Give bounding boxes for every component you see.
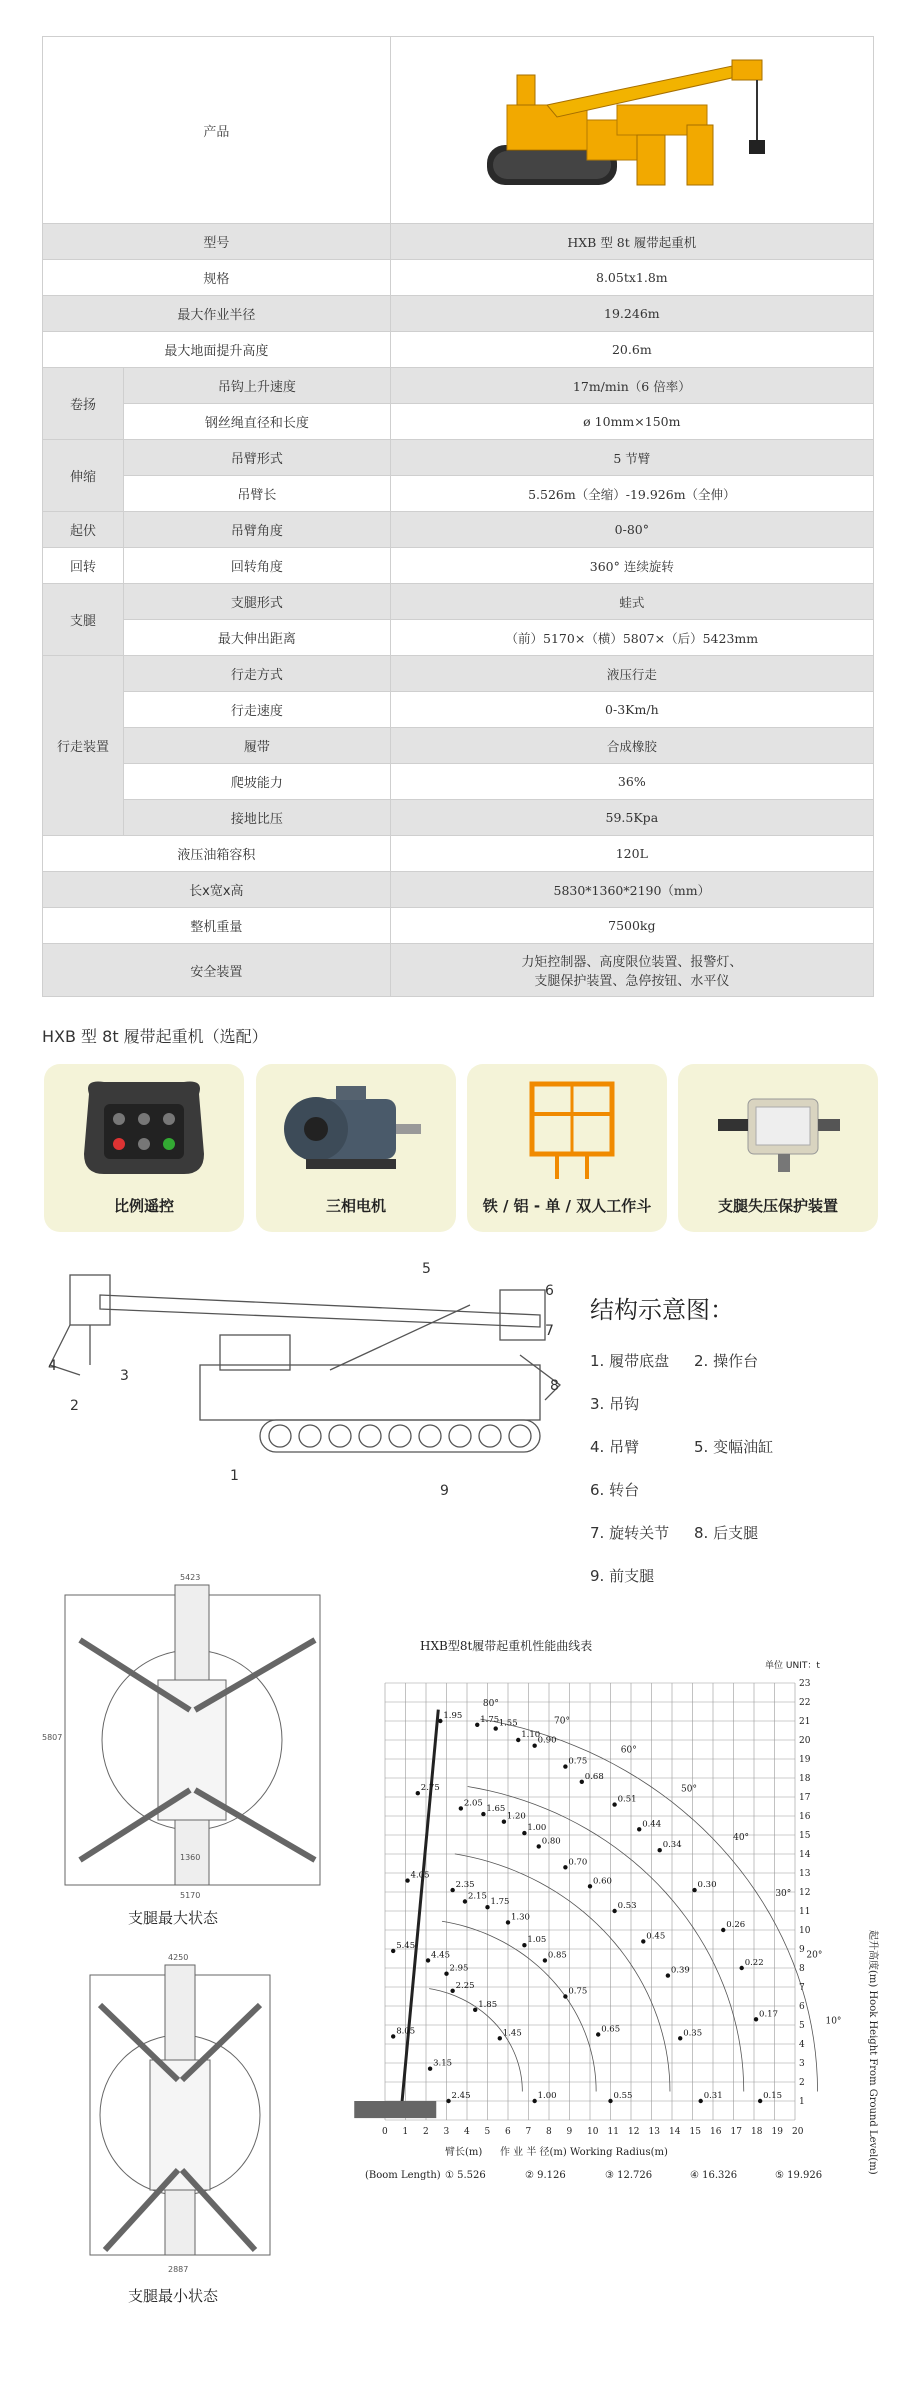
legend-item: 2. 操作台 [694,1352,759,1370]
x-tick-label: 4 [464,2127,470,2137]
x-tick-label: 17 [730,2127,742,2137]
chart-xlabel: 作 业 半 径(m) Working Radius(m) [500,2147,668,2158]
y-tick-label: 10 [799,1926,811,1936]
load-point-label: 1.75 [480,1714,500,1725]
row-value: 7500kg [390,908,873,944]
load-point-label: 2.25 [455,1980,475,1991]
dim-label: 1360 [180,1853,201,1862]
load-point-label: 0.68 [584,1771,604,1782]
option-label: 铁 / 铝 - 单 / 双人工作斗 [482,1197,652,1215]
row-value: 5 节臂 [390,440,873,476]
legend-item: 5. 变幅油缸 [694,1438,774,1456]
row-label: 规格 [43,260,391,296]
row-value: 5830*1360*2190（mm） [390,872,873,908]
load-point [563,1764,567,1768]
pressure-valve-icon [698,1074,858,1184]
chart-boom [354,1710,438,2119]
load-point-label: 0.85 [547,1950,567,1961]
y-tick-label: 11 [799,1907,811,1917]
y-tick-label: 19 [799,1755,811,1765]
load-point [485,1905,489,1909]
load-point-label: 0.26 [726,1920,746,1930]
chart-points [391,1711,782,2103]
row-value: 蛙式 [390,584,873,620]
x-tick-label: 9 [566,2127,573,2137]
x-tick-label: 2 [423,2127,429,2137]
load-point [563,1994,567,1998]
radius-arc [480,1716,817,2091]
row-value: 5.526m（全缩）-19.926m（全伸） [390,476,873,512]
load-point-label: 1.30 [511,1912,530,1923]
row-value: 17m/min（6 倍率） [390,368,873,404]
row-value: HXB 型 8t 履带起重机 [390,224,873,260]
load-point-label: 2.75 [420,1783,440,1794]
load-point [666,1973,670,1977]
chart-grid [385,1683,795,2120]
angle-label: 70° [554,1716,570,1727]
row-value [390,944,873,997]
row-label: 整机重量 [43,908,391,944]
row-value: 合成橡胶 [390,728,873,764]
row-label: 最大地面提升高度 [43,332,391,368]
load-point [596,2032,600,2036]
radius-arc [455,1854,670,2092]
callout-6: 6 [545,1283,554,1299]
load-point [444,1972,448,1976]
row-label: 最大伸出距离 [124,620,391,656]
load-point [481,1812,485,1816]
row-value: 20.6m [390,332,873,368]
load-point [740,1966,744,1970]
y-tick-label: 12 [799,1888,811,1898]
x-tick-label: 10 [587,2127,599,2137]
load-point [532,1744,536,1748]
y-tick-label: 2 [799,2078,805,2088]
y-tick-label: 13 [799,1869,811,1879]
load-point-label: 0.80 [541,1836,561,1847]
load-point [637,1827,641,1831]
load-point-label: 3.15 [433,2058,453,2069]
y-tick-label: 8 [799,1964,805,1974]
load-point-label: 1.20 [506,1811,526,1822]
load-point [494,1726,498,1730]
group-label: 支腿 [43,584,124,656]
group-label: 起伏 [43,512,124,548]
load-point-label: 1.00 [537,2091,557,2101]
remote-control-icon [64,1074,224,1184]
boom-length-label: (Boom Length) [365,2170,441,2181]
load-point-label: 0.65 [601,2024,621,2035]
load-point [678,2036,682,2040]
load-point [543,1958,547,1962]
load-point-label: 0.34 [662,1840,682,1851]
outrigger-max-diagram [40,1560,340,1900]
safety-line-1: 力矩控制器、高度限位装置、报警灯、 [521,955,743,970]
row-label: 吊钩上升速度 [124,368,391,404]
load-point [580,1780,584,1784]
load-point-label: 1.10 [521,1730,541,1740]
load-point [459,1806,463,1810]
load-point [608,2099,612,2103]
load-point-label: 0.44 [642,1819,662,1830]
load-point-label: 2.05 [463,1798,483,1809]
row-value: ø 10mm×150m [390,404,873,440]
chart-xlabel-cn: 臂长(m) [445,2147,483,2158]
motor-icon [276,1074,436,1184]
load-point [391,1949,395,1953]
row-value: 液压行走 [390,656,873,692]
load-point-label: 1.95 [443,1711,463,1721]
load-point-label: 0.15 [763,2091,783,2101]
y-tick-label: 16 [799,1812,811,1822]
spec-table [42,36,874,997]
row-label: 吊臂角度 [124,512,391,548]
x-tick-label: 3 [443,2127,450,2137]
row-value: （前）5170×（横）5807×（后）5423mm [390,620,873,656]
y-tick-label: 4 [799,2040,805,2050]
x-tick-label: 8 [546,2127,552,2137]
outrigger-max-caption: 支腿最大状态 [128,1909,219,1927]
y-tick-label: 6 [799,2002,805,2012]
work-basket-icon [487,1074,647,1184]
y-tick-label: 5 [799,2021,805,2031]
crane-base [354,2101,436,2118]
y-tick-label: 20 [799,1736,811,1746]
callout-2: 2 [70,1398,79,1414]
load-point [612,1909,616,1913]
x-tick-label: 0 [382,2127,388,2137]
legend-item: 4. 吊臂 [590,1438,640,1456]
y-tick-label: 3 [799,2059,805,2069]
load-point [428,2067,432,2071]
load-point-label: 1.55 [498,1718,518,1729]
option-label: 三相电机 [325,1197,386,1215]
y-tick-label: 14 [799,1850,811,1860]
load-point-label: 2.45 [451,2091,471,2101]
dim-label: 2887 [168,2265,189,2274]
load-point-label: 5.45 [396,1940,416,1951]
y-tick-label: 21 [799,1717,811,1727]
y-tick-label: 22 [799,1698,811,1708]
chart-ylabel: 起升高度(m) Hook Height From Ground Level(m) [867,1930,878,2175]
row-label: 支腿形式 [124,584,391,620]
x-tick-label: 5 [484,2127,491,2137]
y-tick-label: 18 [799,1774,811,1784]
load-point [463,1899,467,1903]
row-value: 36% [390,764,873,800]
x-tick-label: 7 [525,2127,532,2137]
callout-9: 9 [440,1483,449,1499]
load-point-label: 1.45 [502,2028,522,2039]
option-card-motor [256,1064,456,1232]
outrigger-min-diagram [60,1950,300,2280]
structure-legend [590,1350,900,1608]
legend-item: 3. 吊钩 [590,1395,640,1413]
load-point [641,1939,645,1943]
angle-label: 50° [681,1784,698,1795]
row-label: 钢丝绳直径和长度 [124,404,391,440]
row-label: 回转角度 [124,548,391,584]
option-card-basket [467,1064,667,1232]
row-value: 0-80° [390,512,873,548]
callout-4: 4 [48,1358,57,1374]
x-tick-label: 15 [689,2127,701,2137]
load-point-label: 0.31 [703,2091,723,2101]
crawler-crane-image [477,45,787,215]
product-row [43,37,874,224]
radius-arc [468,1784,744,2092]
load-point [391,2034,395,2038]
load-point-label: 0.35 [683,2028,703,2039]
load-point-label: 0.70 [568,1857,588,1868]
product-image-cell [390,37,873,224]
boom-line [401,1710,438,2109]
chart-arcs [429,1699,841,2091]
load-point [699,2099,703,2103]
row-label: 爬坡能力 [124,764,391,800]
y-tick-label: 7 [799,1983,805,1993]
load-point [692,1888,696,1892]
row-label: 行走速度 [124,692,391,728]
load-point [537,1844,541,1848]
load-point-label: 1.85 [478,1999,498,2010]
load-point [563,1865,567,1869]
row-label: 吊臂形式 [124,440,391,476]
load-point-label: 0.90 [537,1735,557,1746]
angle-label: 30° [775,1888,792,1899]
load-point-label: 0.75 [568,1986,588,1997]
y-tick-label: 15 [799,1831,811,1841]
y-tick-label: 23 [799,1679,811,1689]
load-point [498,2036,502,2040]
boom-length: ② 9.126 [525,2170,566,2181]
row-value: 0-3Km/h [390,692,873,728]
row-value: 19.246m [390,296,873,332]
load-point-label: 0.17 [759,2009,778,2020]
load-point-label: 0.75 [568,1756,588,1767]
load-point-label: 1.75 [490,1897,510,1908]
row-value: 360° 连续旋转 [390,548,873,584]
y-tick-label: 9 [799,1945,805,1955]
y-tick-label: 17 [799,1793,811,1803]
dim-label: 5423 [180,1573,201,1582]
y-tick-label: 1 [799,2097,805,2107]
load-point-label: 2.35 [455,1880,475,1891]
load-point [522,1943,526,1947]
load-point [475,1723,479,1727]
angle-label: 60° [620,1745,637,1756]
load-chart [345,1630,890,2200]
legend-item: 7. 旋转关节 [590,1524,670,1542]
load-point [758,2099,762,2103]
angle-label: 20° [806,1950,823,1961]
group-label: 卷扬 [43,368,124,440]
row-label: 液压油箱容积 [43,836,391,872]
x-tick-label: 6 [505,2127,511,2137]
load-point [438,1719,442,1723]
load-point [446,2099,450,2103]
load-point [588,1884,592,1888]
row-label: 行走方式 [124,656,391,692]
boom-length: ⑤ 19.926 [775,2170,823,2181]
group-label: 行走装置 [43,656,124,836]
legend-item: 6. 转台 [590,1481,640,1499]
row-value: 8.05tx1.8m [390,260,873,296]
x-tick-label: 14 [669,2127,681,2137]
x-tick-label: 11 [607,2127,619,2137]
row-label: 吊臂长 [124,476,391,512]
callout-7: 7 [545,1323,554,1339]
option-card-remote [44,1064,244,1232]
load-point-label: 2.15 [467,1891,487,1902]
callout-3: 3 [120,1368,129,1384]
load-point [450,1888,454,1892]
x-tick-label: 16 [710,2127,722,2137]
option-label: 支腿失压保护装置 [717,1197,838,1215]
row-label: 型号 [43,224,391,260]
load-point-label: 1.00 [527,1823,547,1834]
legend-item: 8. 后支腿 [694,1524,759,1542]
row-value: 120L [390,836,873,872]
load-point [405,1878,409,1882]
load-point-label: 0.51 [617,1794,637,1805]
load-point [426,1958,430,1962]
callout-5: 5 [422,1261,431,1277]
chart-unit: 单位 UNIT：t [765,1661,820,1671]
load-point-label: 0.30 [697,1880,717,1891]
boom-length: ④ 16.326 [690,2170,738,2181]
legend-item: 9. 前支腿 [590,1567,655,1585]
structure-title: 结构示意图： [590,1296,734,1324]
x-tick-label: 13 [648,2127,660,2137]
load-point [532,2099,536,2103]
load-point [721,1928,725,1932]
outrigger-min-caption: 支腿最小状态 [128,2287,219,2305]
load-point-label: 4.45 [431,1950,450,1961]
load-point-label: 8.05 [396,2026,416,2037]
dim-label: 5807 [42,1733,63,1742]
x-tick-label: 19 [771,2127,783,2137]
chart-title: HXB型8t履带起重机性能曲线表 [420,1639,593,1653]
dim-label: 4250 [168,1953,189,1962]
x-tick-label: 1 [402,2127,409,2137]
callout-1: 1 [230,1468,239,1484]
group-label: 回转 [43,548,124,584]
load-point-label: 0.53 [617,1901,637,1911]
radius-arc [429,1989,522,2092]
safety-line-2: 支腿保护装置、急停按钮、水平仪 [534,974,730,989]
load-point-label: 4.05 [410,1870,430,1881]
row-label: 安全装置 [43,944,391,997]
row-label: 最大作业半径 [43,296,391,332]
angle-label: 80° [482,1699,499,1710]
load-point [612,1802,616,1806]
boom-length: ① 5.526 [445,2170,486,2181]
group-label: 伸缩 [43,440,124,512]
load-point [473,2008,477,2012]
row-label: 接地比压 [124,800,391,836]
load-point-label: 0.60 [593,1876,612,1887]
load-point-label: 0.55 [613,2091,633,2101]
x-tick-label: 18 [751,2127,763,2137]
load-point [658,1848,662,1852]
row-label: 长x宽x高 [43,872,391,908]
angle-label: 40° [733,1832,750,1843]
structure-diagram [40,1255,580,1500]
boom-length: ③ 12.726 [605,2170,653,2181]
load-point [416,1791,420,1795]
load-point-label: 1.65 [486,1804,506,1815]
legend-item: 1. 履带底盘 [590,1352,670,1370]
product-label: 产品 [43,37,391,224]
options-title: HXB 型 8t 履带起重机（选配） [42,1027,268,1046]
load-point [502,1820,506,1824]
callout-8: 8 [550,1378,559,1394]
row-value: 59.5Kpa [390,800,873,836]
load-point [450,1989,454,1993]
load-point-label: 1.05 [527,1935,547,1946]
load-point [506,1920,510,1924]
option-card-outrigger-valve [678,1064,878,1232]
load-point [516,1738,520,1742]
angle-label: 10° [825,2016,842,2027]
load-point [522,1831,526,1835]
option-label: 比例遥控 [113,1197,174,1215]
x-tick-label: 20 [792,2127,804,2137]
load-point-label: 2.95 [449,1963,469,1974]
load-point-label: 0.45 [646,1931,666,1942]
row-label: 履带 [124,728,391,764]
load-point [754,2017,758,2021]
load-point-label: 0.39 [670,1965,690,1976]
dim-label: 5170 [180,1891,201,1900]
x-tick-label: 12 [628,2127,640,2137]
load-point-label: 0.22 [744,1958,764,1968]
